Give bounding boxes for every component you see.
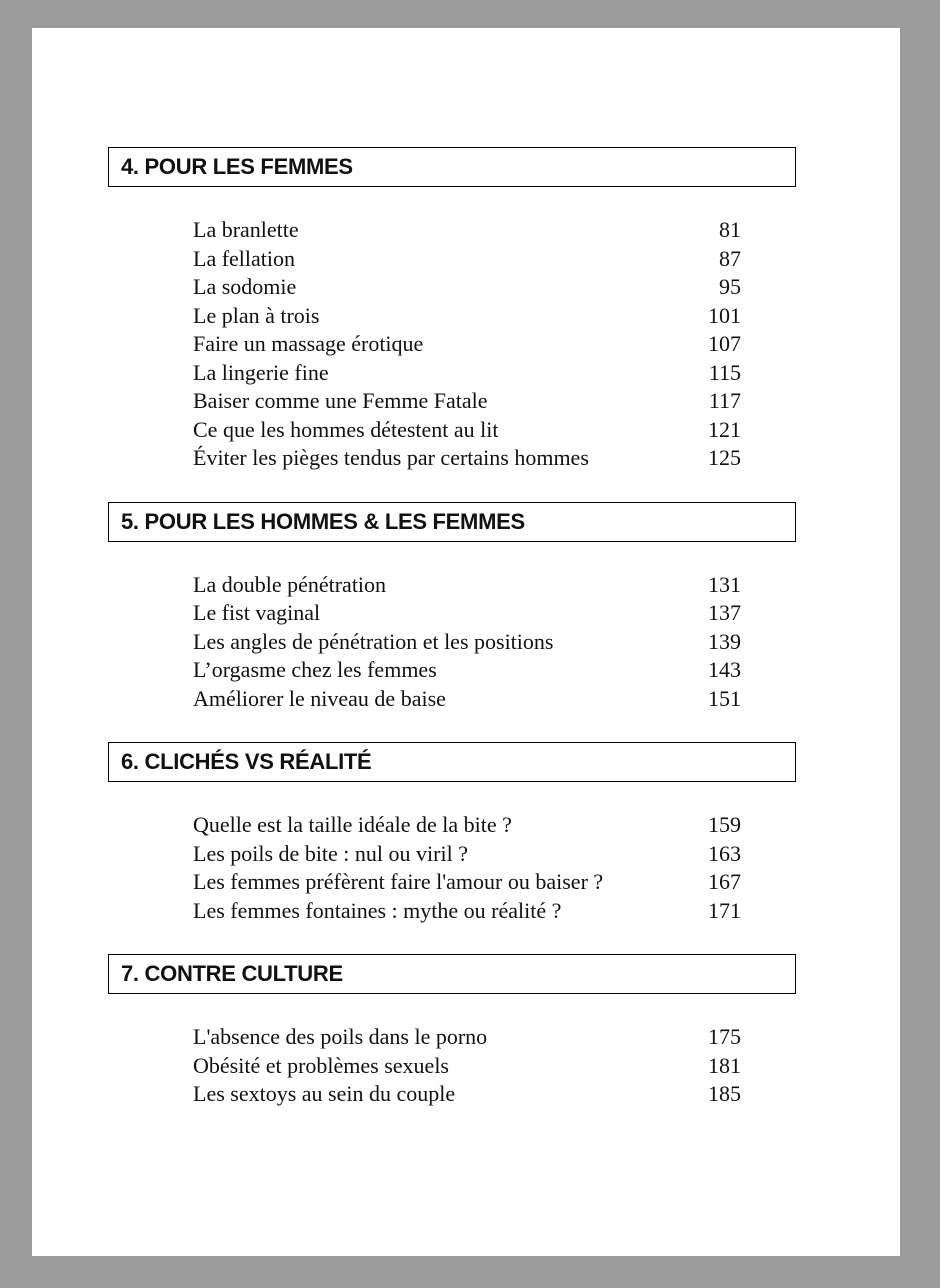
toc-entry [193,599,741,628]
entry-page-number: 121 [708,416,741,442]
section-header [108,742,796,782]
entry-label: Les sextoys au sein du couple [193,1081,456,1106]
toc-entry [193,811,741,840]
section-title: 5. POUR LES HOMMES & LES FEMMES [121,508,525,534]
entry-label: Les angles de pénétration et les positions [193,628,554,654]
entry-label: La lingerie fine [193,359,329,385]
entry-label: Baiser comme une Femme Fatale [193,388,488,413]
entry-list [108,571,741,714]
entry-list [108,1023,741,1109]
section-title: 7. CONTRE CULTURE [121,961,343,986]
entry-label: Le plan à trois [193,302,320,328]
toc-entry [193,444,741,473]
entry-label: L’orgasme chez les femmes [193,657,437,682]
entry-label: Les poils de bite : nul ou viril ? [193,840,468,866]
toc-entry [193,330,741,359]
entry-label: La double pénétration [193,571,387,597]
entry-label: Ce que les hommes détestent au lit [193,416,499,442]
entry-label: Éviter les pièges tendus par certains hommes [193,445,589,470]
entry-label: L'absence des poils dans le porno [193,1024,488,1049]
table-of-contents [108,147,796,1138]
toc-entry [193,656,741,685]
entry-label: La branlette [193,217,299,242]
entry-page-number: 185 [708,1081,741,1106]
toc-entry [193,628,741,657]
section-header [108,502,796,542]
entry-page-number: 163 [708,840,741,866]
entry-page-number: 139 [708,628,741,654]
entry-label: Quelle est la taille idéale de la bite ? [193,812,512,837]
entry-page-number: 101 [708,302,741,328]
entry-page-number: 131 [708,571,741,597]
section-title: 4. POUR LES FEMMES [121,154,353,179]
toc-entry [193,571,741,600]
toc-entry [193,216,741,245]
entry-page-number: 107 [708,331,741,356]
entry-page-number: 151 [708,685,741,711]
entry-page-number: 137 [708,600,741,625]
entry-page-number: 167 [708,869,741,894]
toc-entry [193,245,741,274]
entry-list [108,811,741,925]
entry-page-number: 143 [708,657,741,682]
section-header [108,147,796,187]
toc-entry [193,273,741,302]
entry-label: Obésité et problèmes sexuels [193,1052,449,1078]
entry-list [108,216,741,473]
toc-entry [193,840,741,869]
entry-page-number: 115 [708,359,741,385]
entry-page-number: 125 [708,445,741,470]
entry-page-number: 181 [708,1052,741,1078]
entry-page-number: 117 [708,388,741,413]
toc-entry [193,868,741,897]
entry-label: Les femmes préfèrent faire l'amour ou baiser ? [193,869,604,894]
toc-entry [193,1023,741,1052]
toc-entry [193,302,741,331]
toc-entry [193,1052,741,1081]
entry-page-number: 175 [708,1024,741,1049]
entry-label: Améliorer le niveau de baise [193,685,446,711]
toc-entry [193,359,741,388]
entry-page-number: 81 [719,217,741,242]
section-header [108,954,796,994]
document-page [32,28,900,1256]
entry-label: La fellation [193,245,296,271]
entry-label: Faire un massage érotique [193,331,424,356]
entry-label: Les femmes fontaines : mythe ou réalité ? [193,897,562,923]
entry-label: La sodomie [193,274,297,299]
toc-entry [193,416,741,445]
entry-label: Le fist vaginal [193,600,321,625]
entry-page-number: 87 [719,245,741,271]
entry-page-number: 171 [708,897,741,923]
toc-entry [193,897,741,926]
toc-entry [193,1080,741,1109]
entry-page-number: 95 [719,274,741,299]
toc-entry [193,387,741,416]
section-title: 6. CLICHÉS VS RÉALITÉ [121,749,372,774]
toc-entry [193,685,741,714]
entry-page-number: 159 [708,812,741,837]
